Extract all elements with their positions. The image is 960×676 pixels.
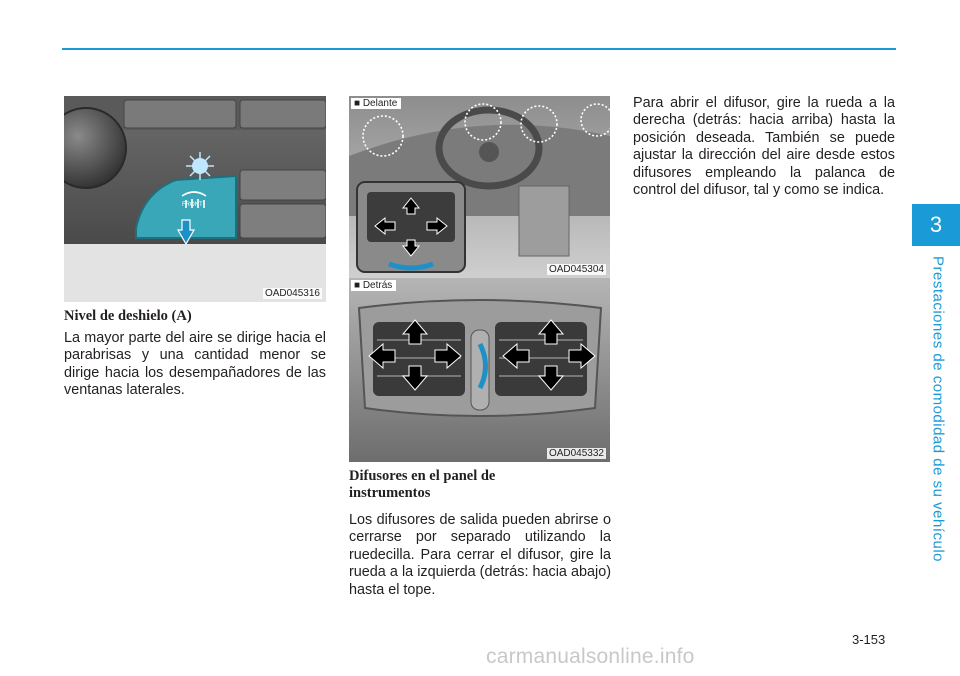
paragraph-vents-close: Los difusores de salida pueden abrirse o cerrarse por separado utilizando la ruedecilla. Para cerrar el difusor, gire la rueda a la izquierda (detrás: hacia abajo) hasta el tope.: [349, 512, 611, 598]
top-rule: [62, 48, 896, 50]
chapter-title: Prestaciones de comodidad de su vehículo: [929, 256, 947, 563]
figure-code: OAD045316: [264, 288, 320, 299]
figure-defrost-button: [64, 96, 326, 302]
figure-rear-vents: [349, 278, 610, 462]
figure-code: OAD045332: [548, 448, 604, 459]
paragraph-vents-open: Para abrir el difusor, gire la rueda a la derecha (detrás: hacia arriba) hasta la posición deseada. También se puede ajustar la dirección del aire desde estos difusores empleando la palanca de control del difusor, tal y como se indica.: [633, 95, 895, 199]
page-number: 3-153: [852, 632, 886, 647]
defrost-panel-illustration: [64, 96, 326, 302]
dashboard-illustration: [349, 96, 610, 278]
figure-front-vents: [349, 96, 610, 278]
rear-console-illustration: [349, 278, 610, 462]
paragraph-defrost: La mayor parte del aire se dirige hacia el parabrisas y una cantidad menor se dirige hacia los desempañadores de las ventanas laterales.: [64, 330, 326, 399]
figure-tag: ■ Delante: [351, 98, 401, 109]
watermark: carmanualsonline.info: [486, 645, 695, 668]
figure-tag: ■ Detrás: [351, 280, 396, 291]
section-heading-vents: Difusores en el panel de instrumentos: [349, 468, 496, 501]
front-button-label: FRONT: [182, 202, 203, 208]
figure-code: OAD045304: [548, 264, 604, 275]
chapter-tab: [912, 204, 960, 246]
indicator-light-icon: [186, 152, 214, 180]
section-heading-defrost: Nivel de deshielo (A): [64, 308, 192, 324]
chapter-number: 3: [929, 212, 943, 237]
